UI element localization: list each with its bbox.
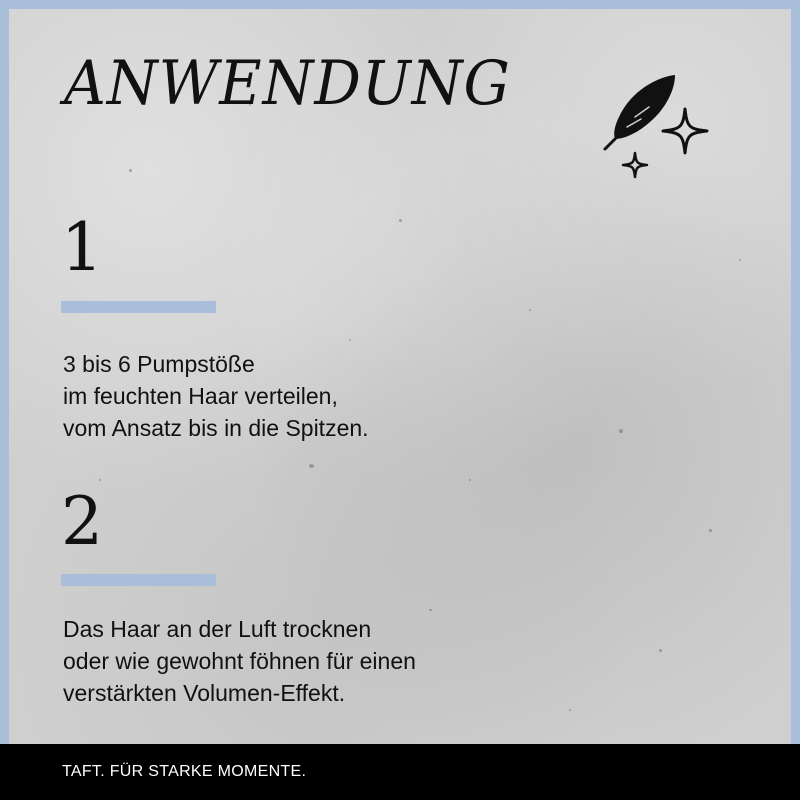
step-1-text: 3 bis 6 Pumpstöße im feuchten Haar verteilen, vom Ansatz bis in die Spitzen. xyxy=(63,351,369,441)
step-1-divider xyxy=(61,301,216,313)
sparkle-small-icon xyxy=(623,153,647,177)
footer-bar xyxy=(0,744,800,800)
step-1-number: 1 xyxy=(61,209,103,286)
decor-icons xyxy=(601,69,721,194)
step-2-number: 2 xyxy=(61,483,103,560)
sparkle-large-icon xyxy=(663,109,707,153)
page-title: ANWENDUNG xyxy=(64,47,511,119)
feather-icon xyxy=(605,75,675,149)
footer-tagline: TAFT. FÜR STARKE MOMENTE. xyxy=(62,763,307,780)
step-2-text: Das Haar an der Luft trocknen oder wie gewohnt föhnen für einen verstärkten Volumen-Effekt. xyxy=(63,616,416,706)
concrete-panel xyxy=(9,9,791,744)
step-2-divider xyxy=(61,574,216,586)
